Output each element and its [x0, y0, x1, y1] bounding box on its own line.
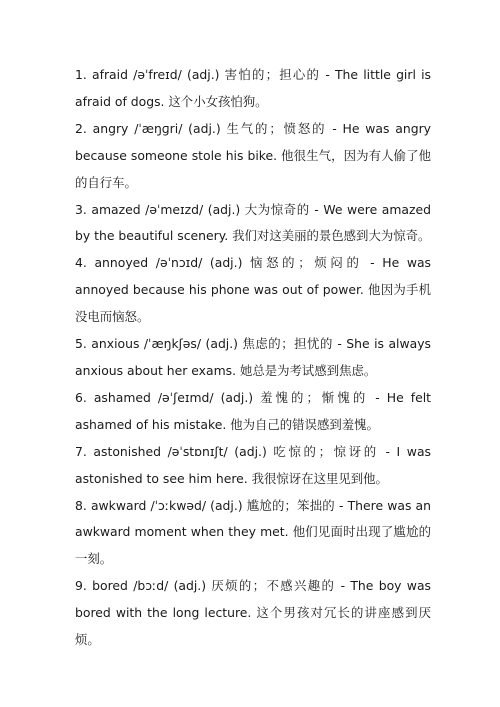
vocab-entry-bored: 9. bored /bɔːd/ (adj.) 厌烦的；不感兴趣的 - The boy was bored with the long lecture. 这个男孩对冗长的讲座感到厌烦。 — [75, 578, 431, 648]
vocab-entry-astonished: 7. astonished /əˈstɒnɪʃt/ (adj.) 吃惊的；惊讶的 - I was astonished to see him here. 我很惊讶在这里见到他。 — [75, 443, 431, 486]
vocab-entry-ashamed: 6. ashamed /əˈʃeɪmd/ (adj.) 羞愧的；惭愧的 - He felt ashamed of his mistake. 他为自己的错误感到羞愧。 — [75, 389, 431, 432]
vocab-entry-amazed: 3. amazed /əˈmeɪzd/ (adj.) 大为惊奇的 - We were amazed by the beautiful scenery. 我们对这美丽的景色感到大为惊奇。 — [75, 201, 431, 244]
vocab-entry-annoyed: 4. annoyed /əˈnɔɪd/ (adj.) 恼怒的；烦闷的 - He was annoyed because his phone was out of power. 他因为手机没电而恼怒。 — [75, 255, 431, 325]
vocab-entry-angry: 2. angry /ˈæŋɡri/ (adj.) 生气的；愤怒的 - He was angry because someone stole his bike. 他很生气，因为有人偷了他的自行车。 — [75, 120, 431, 190]
vocabulary-list — [75, 62, 431, 654]
vocab-entry-awkward: 8. awkward /ˈɔːkwəd/ (adj.) 尴尬的；笨拙的 - There was an awkward moment when they met. 他们见面时出现了尴尬的一刻。 — [75, 497, 431, 567]
vocab-entry-afraid: 1. afraid /əˈfreɪd/ (adj.) 害怕的；担心的 - The little girl is afraid of dogs. 这个小女孩怕狗。 — [75, 67, 431, 109]
vocab-entry-anxious: 5. anxious /ˈæŋkʃəs/ (adj.) 焦虑的；担忧的 - She is always anxious about her exams. 她总是为考试感到焦虑。 — [75, 336, 431, 378]
